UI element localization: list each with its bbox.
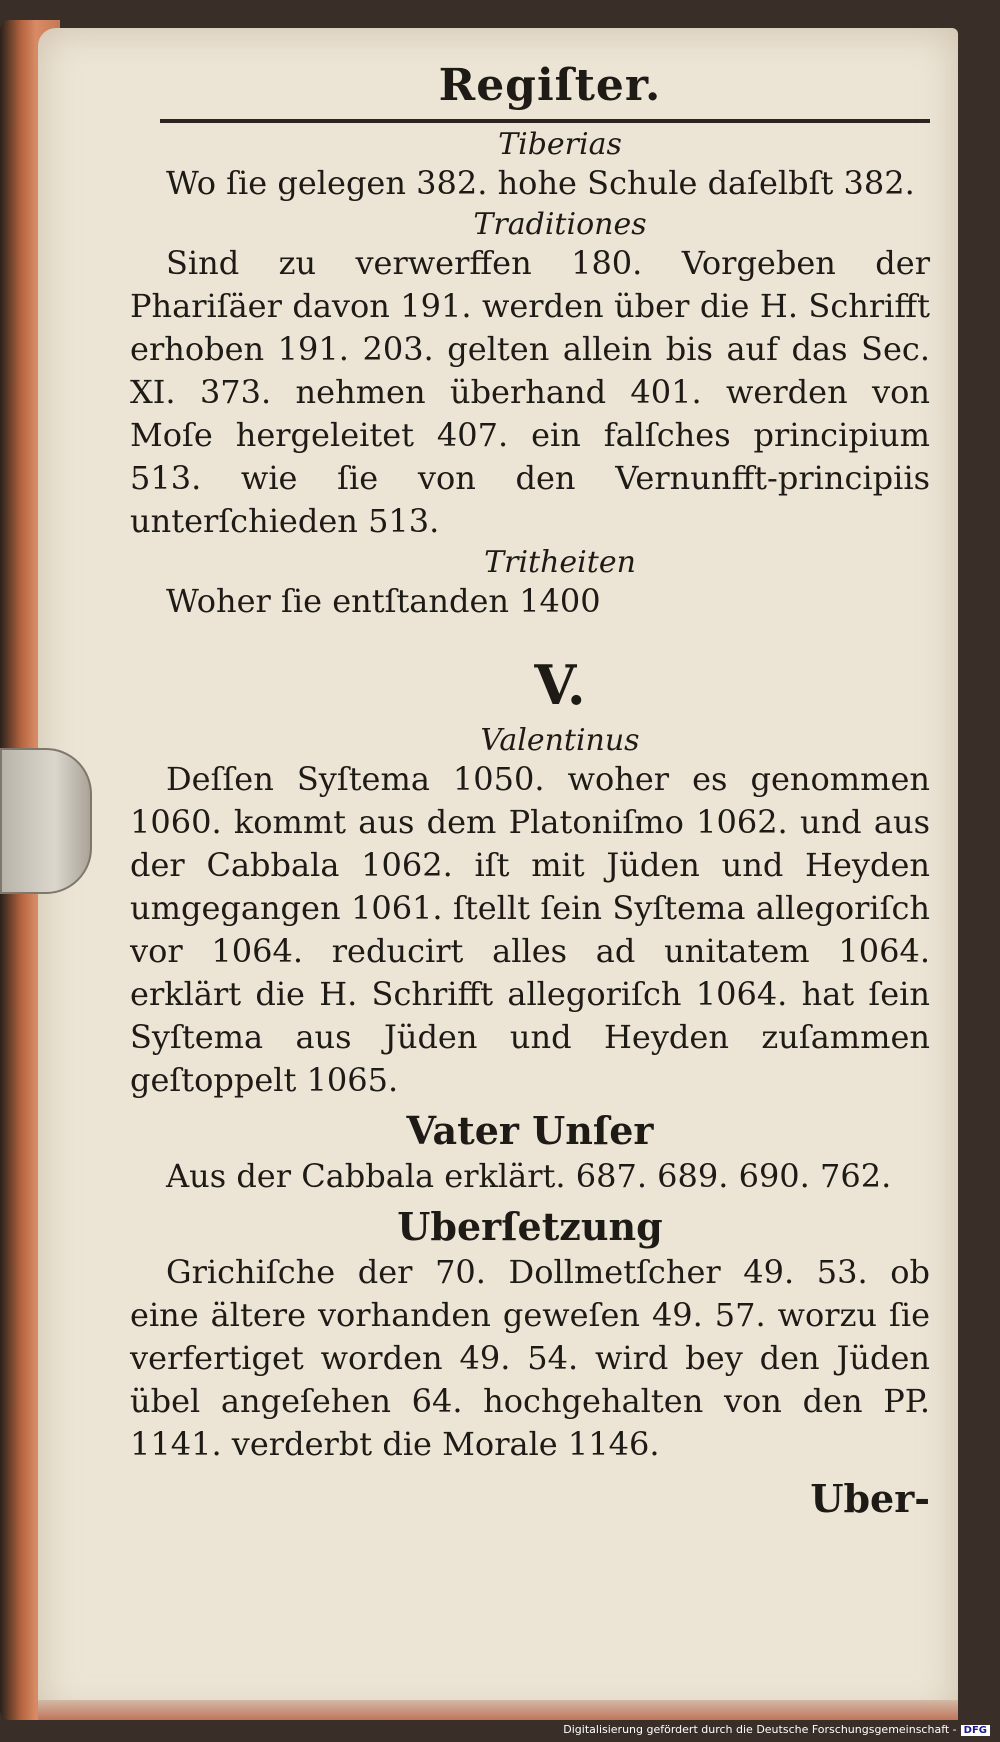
entry-heading-vater-unser: Vater Unſer: [406, 1108, 654, 1153]
book-clip: [0, 748, 92, 894]
entry-text-traditiones: Sind zu verwerffen 180. Vorgeben der Phariſäer davon 191. werden über die H. Schrifft erhoben 191. 203. gelten allein bis auf das Sec. XI. 373. nehmen überhand 401. werden von Moſe hergeleitet 407. ein falſches principium 513. wie ſie von den Vernunfft-principiis unterſchieden 513.: [130, 244, 930, 540]
footer-text: Digitalisierung gefördert durch die Deutsche Forschungsgemeinschaft -: [563, 1723, 957, 1736]
entry-text-vater-unser: Aus der Cabbala erklärt. 687. 689. 690. 762.: [166, 1157, 892, 1195]
section-letter: V.: [534, 653, 586, 717]
entry-heading-traditiones: Traditiones: [473, 207, 647, 242]
entry-heading-tritheiten: Tritheiten: [484, 545, 636, 580]
catchword: Uber-: [810, 1476, 930, 1521]
header-rule: [160, 119, 930, 123]
page-bottom-edge: [38, 1700, 958, 1720]
running-header: Regiſter.: [438, 60, 662, 111]
entry-heading-valentinus: Valentinus: [480, 723, 640, 758]
dfg-logo: DFG: [961, 1725, 990, 1736]
entry-text-ubersetzung: Grichiſche der 70. Dollmetſcher 49. 53. ob eine ältere vorhanden geweſen 49. 57. worzu ſie verfertiget worden 49. 54. wird bey den Jüden übel angeſehen 64. hochgehalten von den PP. 1141. verderbt die Morale 1146.: [130, 1253, 930, 1463]
entry-heading-tiberias: Tiberias: [498, 127, 622, 162]
entry-text-tritheiten: Woher ſie entſtanden 1400: [166, 582, 601, 620]
page-content: [130, 60, 930, 1521]
entry-heading-ubersetzung: Uberſetzung: [397, 1204, 663, 1249]
entry-text-valentinus: Deſſen Syſtema 1050. woher es genommen 1060. kommt aus dem Platoniſmo 1062. und aus der Cabbala 1062. iſt mit Jüden und Heyden umgegangen 1061. ſtellt ſein Syſtema allegoriſch vor 1064. reducirt alles ad unitatem 1064. erklärt die H. Schrifft allegoriſch 1064. hat ſein Syſtema aus Jüden und Heyden zuſammen geſtoppelt 1065.: [130, 760, 930, 1099]
entry-text-tiberias: Wo ſie gelegen 382. hohe Schule daſelbſt 382.: [166, 164, 915, 202]
footer-credit: [563, 1723, 990, 1736]
